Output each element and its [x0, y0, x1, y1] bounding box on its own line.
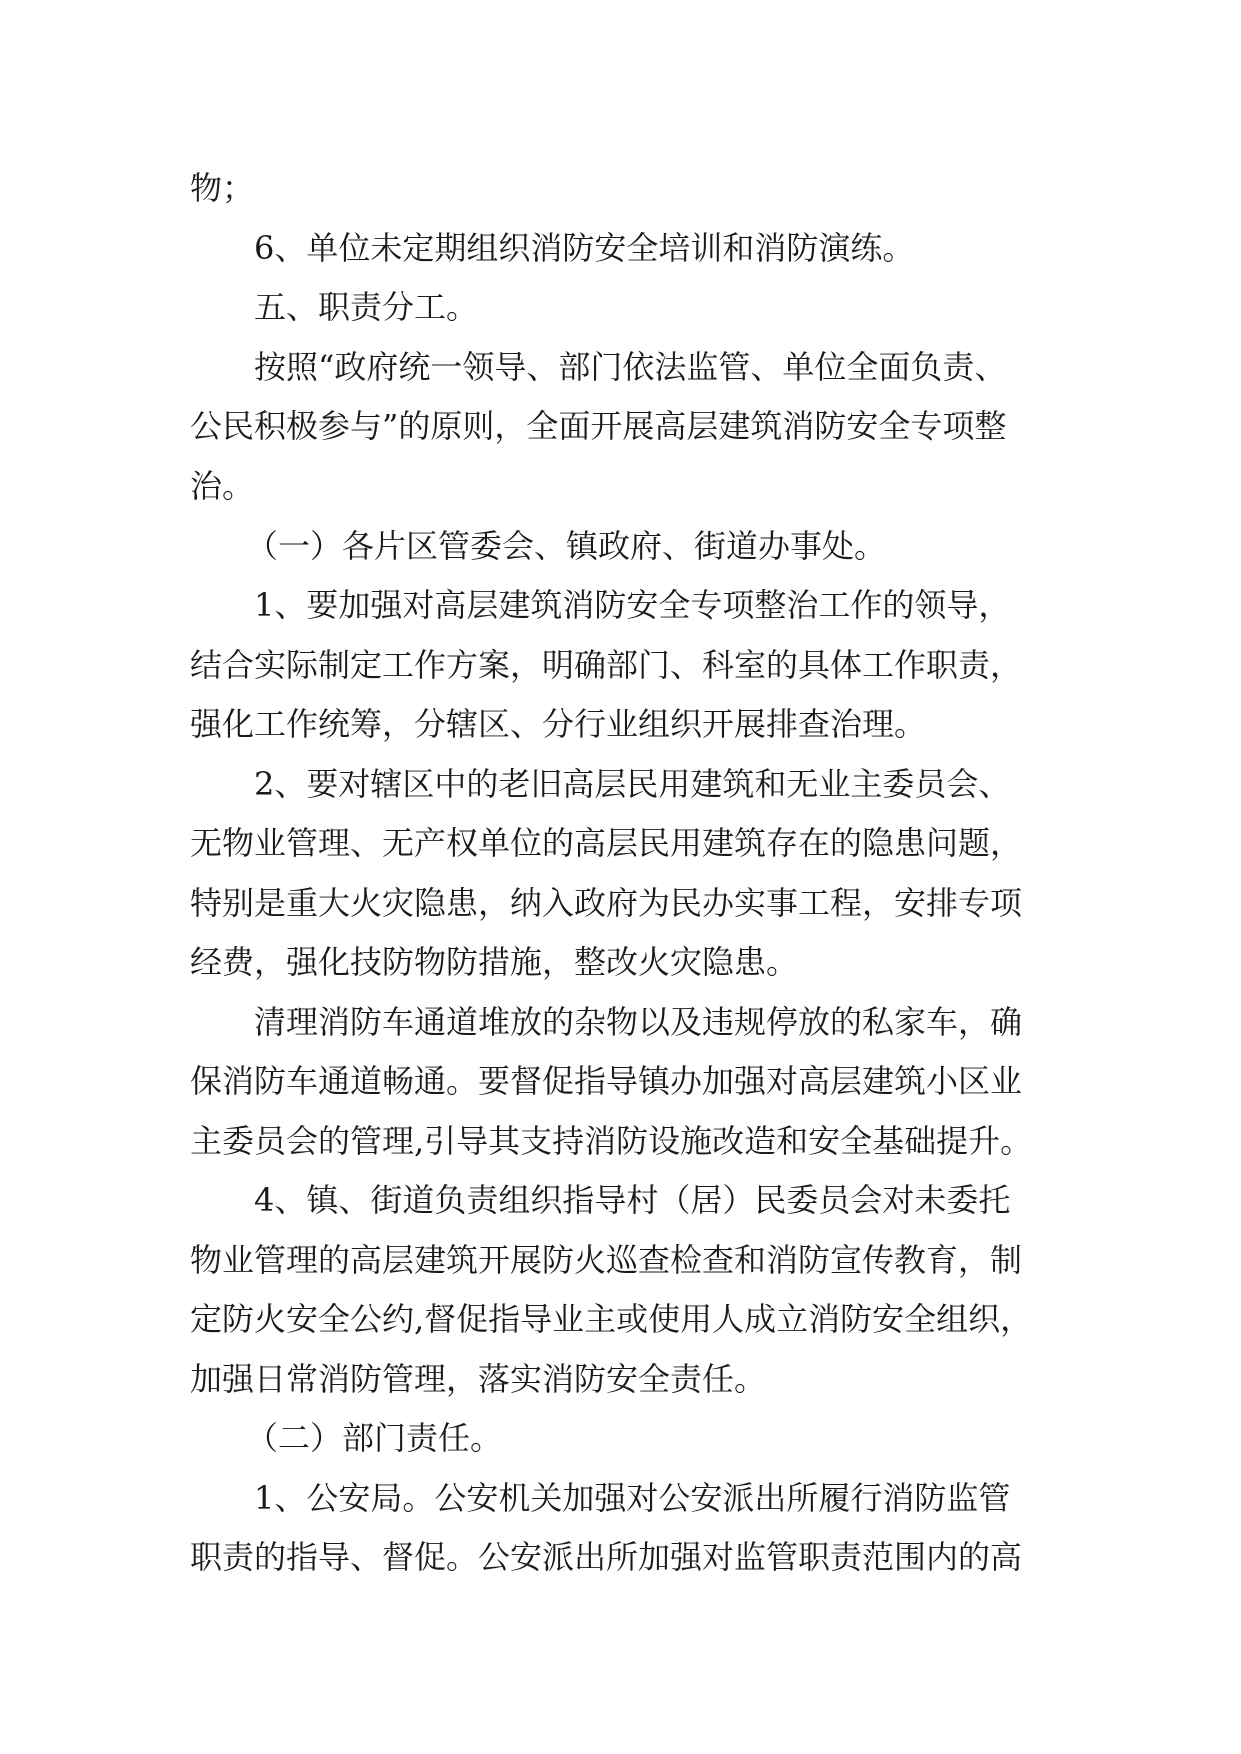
line-21: 加强日常消防管理，落实消防安全责任。	[190, 1360, 767, 1398]
line-19: 物业管理的高层建筑开展防火巡查检查和消防宣传教育，制	[190, 1241, 1023, 1279]
line-2: 6、单位未定期组织消防安全培训和消防演练。	[254, 229, 915, 267]
line-23: 1、公安局。公安机关加强对公安派出所履行消防监管	[254, 1479, 1011, 1517]
line-17: 主委员会的管理,引导其支持消防设施改造和安全基础提升。	[190, 1122, 1033, 1160]
line-11: 2、要对辖区中的老旧高层民用建筑和无业主委员会、	[254, 765, 1011, 803]
line-12: 无物业管理、无产权单位的高层民用建筑存在的隐患问题，	[190, 824, 1023, 862]
line-4: 按照“政府统一领导、部门依法监管、单位全面负责、	[254, 348, 1007, 386]
subsection-heading-2: （二）部门责任。	[246, 1419, 503, 1457]
line-5: 公民积极参与”的原则，全面开展高层建筑消防安全专项整	[190, 407, 1007, 445]
line-6: 治。	[190, 467, 255, 505]
line-10: 强化工作统筹，分辖区、分行业组织开展排查治理。	[190, 705, 927, 743]
line-8: 1、要加强对高层建筑消防安全专项整治工作的领导，	[254, 586, 1011, 624]
line-24: 职责的指导、督促。公安派出所加强对监管职责范围内的高	[190, 1538, 1023, 1576]
subsection-heading-1: （一）各片区管委会、镇政府、街道办事处。	[246, 527, 887, 565]
line-14: 经费，强化技防物防措施，整改火灾隐患。	[190, 943, 799, 981]
line-1: 物；	[190, 169, 255, 207]
line-9: 结合实际制定工作方案，明确部门、科室的具体工作职责，	[190, 646, 1023, 684]
line-20: 定防火安全公约,督促指导业主或使用人成立消防安全组织，	[190, 1300, 1033, 1338]
line-13: 特别是重大火灾隐患，纳入政府为民办实事工程，安排专项	[190, 884, 1023, 922]
section-heading-5: 五、职责分工。	[254, 288, 479, 326]
line-15: 清理消防车通道堆放的杂物以及违规停放的私家车，确	[254, 1003, 1023, 1041]
line-18: 4、镇、街道负责组织指导村（居）民委员会对未委托	[254, 1181, 1011, 1219]
line-16: 保消防车通道畅通。要督促指导镇办加强对高层建筑小区业	[190, 1062, 1023, 1100]
